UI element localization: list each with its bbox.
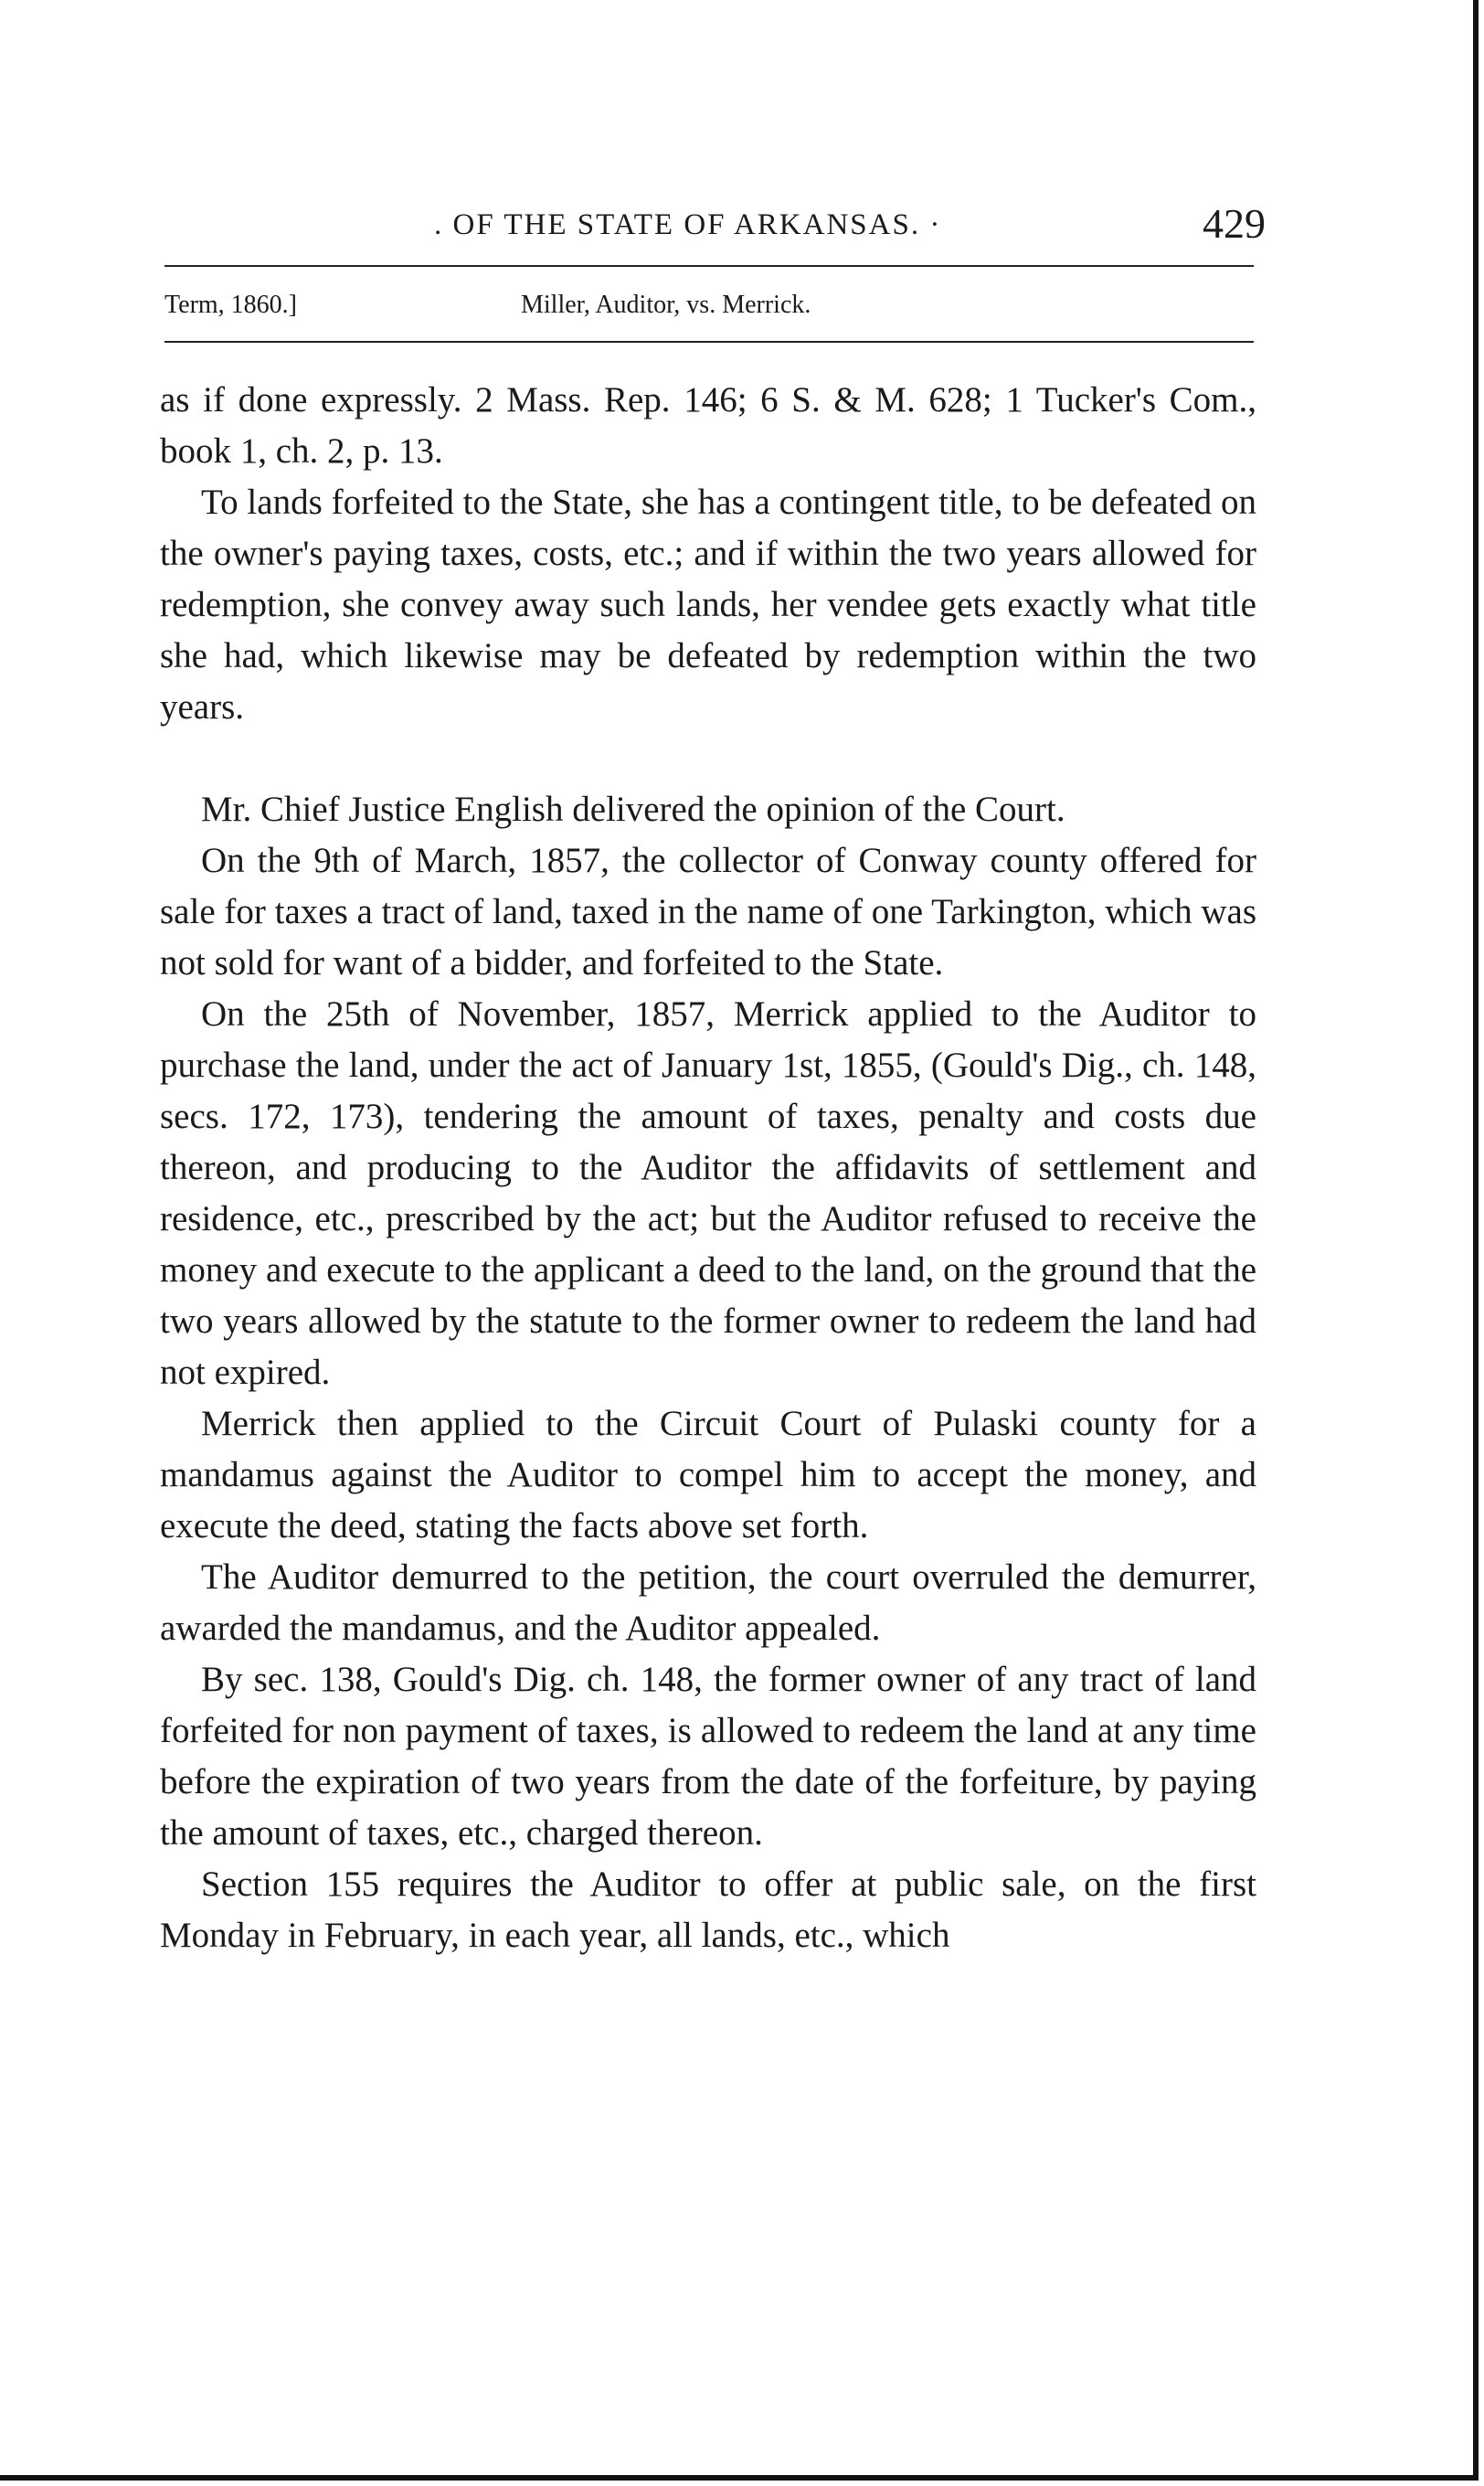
header-rule-bottom (164, 341, 1254, 343)
running-title: . OF THE STATE OF ARKANSAS. · (434, 208, 942, 241)
paragraph-mandamus: Merrick then applied to the Circuit Court of Pulaski county for a mandamus against the Auditor to compel him to accept the money, and execute the deed, stating the facts above set forth. (160, 1404, 1256, 1546)
paragraph-redemption-statute: By sec. 138, Gould's Dig. ch. 148, the former owner of any tract of land forfeited for non payment of taxes, is allowed to redeem the land at any time before the expiration of two years from the date of the forfeiture, by paying the amount of taxes, etc., charged thereon. (160, 1660, 1256, 1853)
paragraph-demurrer: The Auditor demurred to the petition, the court overruled the demurrer, awarded the mandamus, and the Auditor appealed. (160, 1557, 1256, 1648)
paragraph-contingent-title: To lands forfeited to the State, she has a contingent title, to be defeated on the owner's paying taxes, costs, etc.; and if within the two years allowed for redemption, she convey away such lands, her vendee gets exactly what title she had, which likewise may be defeated by redemption within the two years. (160, 483, 1256, 727)
page-number: 429 (1203, 200, 1266, 247)
term-label: Term, 1860.] (164, 291, 298, 319)
case-caption: Miller, Auditor, vs. Merrick. (521, 291, 811, 319)
header-rule-top (164, 265, 1254, 267)
running-head (160, 199, 1266, 254)
paragraph-section-155: Section 155 requires the Auditor to offer at public sale, on the first Monday in February, in each year, all lands, etc., which (160, 1864, 1256, 1955)
opinion-body (160, 375, 1256, 1961)
paragraph-facts-sale: On the 9th of March, 1857, the collector of Conway county offered for sale for taxes a tract of land, taxed in the name of one Tarkington, which was not sold for want of a bidder, and forfeited to the State. (160, 841, 1256, 983)
paragraph-opinion-intro: Mr. Chief Justice English delivered the opinion of the Court. (201, 790, 1065, 829)
paragraph-citation: as if done expressly. 2 Mass. Rep. 146; 6 S. & M. 628; 1 Tucker's Com., book 1, ch. 2, p. 13. (160, 380, 1256, 471)
paragraph-facts-application: On the 25th of November, 1857, Merrick applied to the Auditor to purchase the land, under the act of January 1st, 1855, (Gould's Dig., ch. 148, secs. 172, 173), tendering the amount of taxes, penalty and costs due thereon, and producing to the Auditor the affidavits of settlement and residence, etc., prescribed by the act; but the Auditor refused to receive the money and execute to the applicant a deed to the land, on the ground that the two years allowed by the statute to the former owner to redeem the land had not expired. (160, 994, 1256, 1392)
